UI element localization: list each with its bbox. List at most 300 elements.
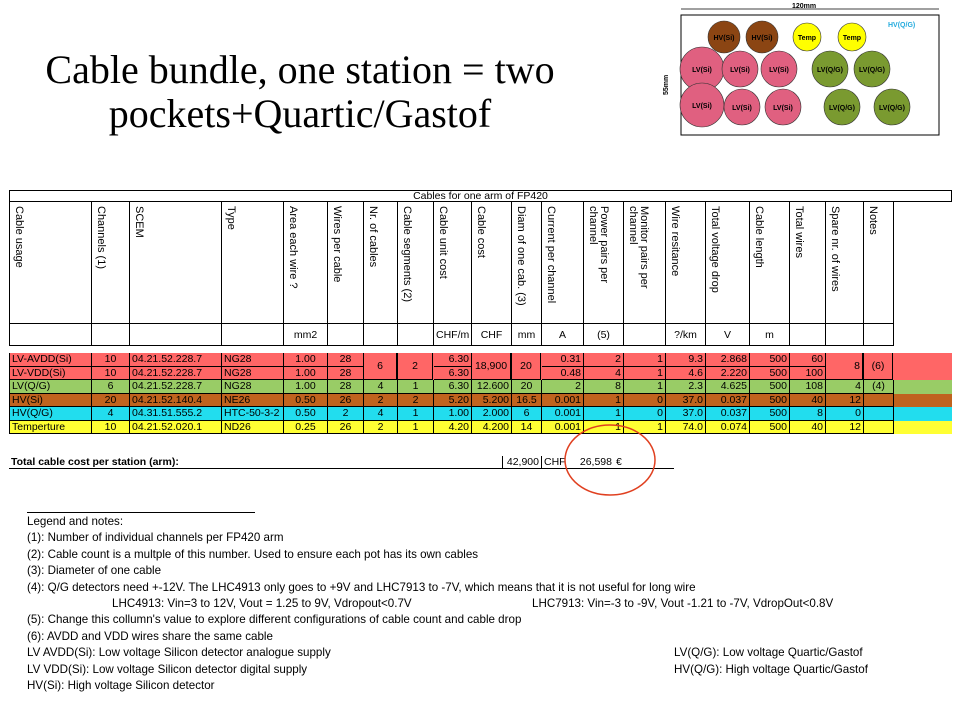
header-label: Cable cost — [475, 206, 487, 258]
header-label: Channels (1) — [95, 206, 107, 269]
cell-value-diam: 6 — [523, 407, 530, 420]
cell-value-drop: 4.625 — [720, 380, 747, 393]
cell-value-cur: 0.001 — [554, 407, 581, 420]
unit-cell — [364, 324, 398, 346]
cell-value-pp: 2 — [615, 353, 621, 366]
header-cell — [790, 202, 826, 324]
table-cell — [826, 421, 864, 435]
cell-value-scem: 04.21.52.228.7 — [132, 366, 203, 379]
cell-value-drop: 0.037 — [720, 407, 747, 420]
cable-circle-label: LV(Si) — [773, 105, 793, 112]
table-cell — [750, 380, 790, 394]
legend-note-3: (3): Diameter of one cable — [27, 564, 162, 578]
cell-value-ch: 4 — [107, 407, 114, 420]
header-label: SCEM — [133, 206, 145, 238]
header-label: Current per channel — [545, 206, 557, 304]
merged-cell — [471, 353, 511, 380]
cell-value-tw: 60 — [811, 353, 823, 366]
cell-value-cur: 0.31 — [560, 353, 581, 366]
table-cell — [864, 407, 894, 421]
legend-def-2-left: LV VDD(Si): Low voltage Silicon detector digital supply — [27, 662, 308, 676]
cell-value-diam: 14 — [520, 420, 533, 433]
table-cell — [826, 407, 864, 421]
cable-circle-label: LV(Si) — [730, 67, 750, 74]
unit-label: CHF/m — [436, 328, 470, 341]
unit-cell — [130, 324, 222, 346]
unit-cell — [750, 324, 790, 346]
header-cell — [826, 202, 864, 324]
legend — [27, 514, 957, 694]
table-cell — [542, 394, 584, 408]
cell-value-scem: 04.31.51.555.2 — [132, 407, 203, 420]
table-cell — [666, 421, 706, 435]
cell-value-ncab: 4 — [377, 380, 384, 393]
table-cell — [222, 380, 284, 394]
table-caption-row — [9, 190, 952, 202]
header-cell — [542, 202, 584, 324]
header-label: Wire resitance — [669, 206, 681, 277]
table-caption: Cables for one arm of FP420 — [413, 191, 548, 201]
unit-label: ?/km — [674, 328, 697, 341]
table-cell — [328, 421, 364, 435]
legend-note-6: (6): AVDD and VDD wires share the same cable — [27, 629, 273, 643]
unit-label: V — [723, 328, 731, 341]
cable-circle-label: Temp — [797, 35, 817, 42]
cell-value-ch: 20 — [104, 393, 117, 406]
cell-value-diam: 16.5 — [516, 393, 537, 406]
header-label: Monitor pairs per channel — [627, 206, 650, 289]
height-label: 55mm — [663, 74, 670, 95]
header-cell — [364, 202, 398, 324]
legend-note-4a: LHC4913: Vin=3 to 12V, Vout = 1.25 to 9V, Vdropout<0.7V — [112, 596, 412, 610]
cell-value-res: 37.0 — [682, 407, 703, 420]
cell-value-usage: Temperture — [12, 420, 66, 433]
legend-note-4: (4): Q/G detectors need +-12V. The LHC4913 only goes to +9V and LHC7913 to -7V, which means that it is not useful for long wire — [27, 580, 696, 594]
merged-cell — [511, 353, 541, 380]
unit-cell — [826, 324, 864, 346]
unit-cell — [222, 324, 284, 346]
cell-value-len: 500 — [769, 380, 787, 393]
cell-value-cost: 5.200 — [482, 393, 509, 406]
table-cell — [434, 394, 472, 408]
cell-value-spare: 12 — [849, 393, 861, 406]
header-cell — [512, 202, 542, 324]
cell-value-cur: 0.48 — [560, 366, 581, 379]
cell-value-type: NG28 — [224, 366, 252, 379]
cable-circle-label: Temp — [842, 35, 862, 42]
cell-value-seg: 2 — [412, 393, 419, 406]
total-row — [9, 456, 952, 469]
cell-value-mp: 0 — [657, 407, 663, 420]
cell-value-usage: HV(Q/G) — [12, 407, 53, 420]
unit-cell — [328, 324, 364, 346]
legend-def-2 — [27, 662, 957, 678]
unit-cell — [284, 324, 328, 346]
unit-cell — [92, 324, 130, 346]
cell-value-seg: 1 — [412, 407, 419, 420]
cell-value-tw: 108 — [805, 380, 823, 393]
cable-circle-label: LV(Si) — [692, 67, 712, 74]
legend-note-4b: LHC7913: Vin=-3 to -9V, Vout -1.21 to -7V, VdropOut<0.8V — [532, 596, 834, 610]
highlight-ellipse — [560, 420, 660, 500]
table-cell — [398, 421, 434, 435]
legend-heading: Legend and notes: — [27, 515, 124, 528]
cell-value-usage: LV-VDD(Si) — [12, 366, 66, 379]
table-cell — [666, 380, 706, 394]
cable-circle-label: LV(Q/G) — [829, 105, 855, 112]
cell-value-type: NG28 — [224, 353, 252, 366]
table-header-row — [9, 202, 952, 324]
table-cell — [584, 380, 624, 394]
cell-value-drop: 2.220 — [720, 366, 747, 379]
legend-note-5: (5): Change this collumn's value to explore different configurations of cable count and cable drop — [27, 613, 522, 627]
cell-value-len: 500 — [769, 407, 787, 420]
table-cell — [706, 394, 750, 408]
cell-value-cost: 4.200 — [482, 420, 509, 433]
table-cell — [790, 407, 826, 421]
table-cell — [864, 394, 894, 408]
cell-value-ucost: 4.20 — [448, 420, 469, 433]
cell-value-wires: 28 — [339, 380, 352, 393]
cell-value-tw: 40 — [811, 393, 823, 406]
cell-value-drop: 0.037 — [720, 393, 747, 406]
cell-value-scem: 04.21.52.140.4 — [132, 393, 203, 406]
table-cell — [826, 394, 864, 408]
table-units-row — [9, 324, 952, 346]
header-cell — [222, 202, 284, 324]
cell-value-area: 0.25 — [295, 420, 316, 433]
cell-value-wires: 2 — [342, 407, 349, 420]
cell-value-cur: 0.001 — [554, 420, 581, 433]
cell-value-pp: 8 — [615, 380, 621, 393]
unit-cell — [584, 324, 624, 346]
table-cell — [130, 380, 222, 394]
cell-value-seg: 1 — [412, 420, 419, 433]
unit-cell — [624, 324, 666, 346]
table-cell — [284, 380, 328, 394]
table-cell — [472, 421, 512, 435]
unit-cell — [542, 324, 584, 346]
table-cell — [222, 394, 284, 408]
cell-value-res: 37.0 — [682, 393, 703, 406]
table-cell — [328, 394, 364, 408]
table-cell — [750, 421, 790, 435]
table-cell — [92, 394, 130, 408]
page-title: Cable bundle, one station = two pockets+Quartic/Gastof — [45, 47, 555, 136]
header-label: Total voltage drop — [709, 206, 721, 293]
unit-cell — [512, 324, 542, 346]
header-label: Cable usage — [13, 206, 25, 268]
merged-value-cost: 18,900 — [474, 360, 508, 372]
cell-value-area: 1.00 — [295, 380, 316, 393]
table-cell — [284, 407, 328, 421]
cell-value-len: 500 — [769, 393, 787, 406]
table-cell — [364, 407, 398, 421]
total-eur-value: 26,598 — [579, 456, 612, 468]
cell-value-ncab: 2 — [377, 393, 384, 406]
unit-label: A — [558, 328, 566, 341]
cell-value-notes: (4) — [872, 380, 885, 393]
cell-value-ucost: 6.30 — [448, 380, 469, 393]
header-cell — [92, 202, 130, 324]
table-cell — [624, 394, 666, 408]
table-cell — [512, 421, 542, 435]
header-label: Area each wire ? — [287, 206, 299, 289]
cell-value-usage: LV-AVDD(Si) — [12, 353, 72, 366]
unit-cell — [10, 324, 92, 346]
table-row — [9, 407, 952, 421]
cell-value-spare: 4 — [855, 380, 861, 393]
cell-value-res: 2.3 — [688, 380, 703, 393]
table-row — [9, 421, 952, 435]
table-cell — [666, 394, 706, 408]
unit-cell — [666, 324, 706, 346]
legend-def-1 — [27, 645, 957, 661]
header-label: Cable length — [753, 206, 765, 268]
header-cell — [130, 202, 222, 324]
cell-value-drop: 0.074 — [720, 420, 747, 433]
cell-value-ucost: 6.30 — [448, 366, 469, 379]
cell-value-wires: 26 — [339, 420, 352, 433]
table-cell — [10, 421, 92, 435]
header-label: Power pairs per channel — [587, 206, 610, 284]
cell-value-len: 500 — [769, 353, 787, 366]
header-cell — [10, 202, 92, 324]
unit-label: CHF — [480, 328, 503, 341]
cell-value-ucost: 6.30 — [448, 353, 469, 366]
total-label: Total cable cost per station (arm): — [11, 456, 179, 468]
header-label: Diam of one cab. (3) — [515, 206, 527, 306]
table-row — [9, 394, 952, 408]
unit-cell — [864, 324, 894, 346]
legend-def-1-right: LV(Q/G): Low voltage Quartic/Gastof — [674, 646, 863, 660]
table-cell — [434, 407, 472, 421]
cable-circle-label: LV(Q/G) — [817, 67, 843, 74]
unit-cell — [472, 324, 512, 346]
cell-value-wires: 26 — [339, 393, 352, 406]
header-label: Type — [225, 206, 237, 230]
cell-value-usage: LV(Q/G) — [12, 380, 51, 393]
unit-cell — [398, 324, 434, 346]
table-cell — [222, 407, 284, 421]
table-row — [9, 380, 952, 394]
merged-cell — [825, 353, 863, 380]
header-label: Cable unit cost — [437, 206, 449, 279]
unit-label: mm — [517, 328, 536, 341]
table-cell — [130, 394, 222, 408]
table-cell — [512, 407, 542, 421]
cell-value-ncab: 2 — [377, 420, 384, 433]
table-cell — [284, 394, 328, 408]
table-cell — [398, 380, 434, 394]
cell-value-spare: 0 — [855, 407, 861, 420]
cell-value-tw: 8 — [817, 407, 823, 420]
table-cell — [222, 421, 284, 435]
merged-value-notes: (6) — [871, 360, 885, 372]
cell-value-seg: 1 — [412, 380, 419, 393]
cell-value-mp: 1 — [657, 353, 663, 366]
cell-value-ch: 10 — [104, 366, 117, 379]
cell-value-diam: 20 — [520, 380, 533, 393]
cell-value-ucost: 1.00 — [448, 407, 469, 420]
table-cell — [130, 407, 222, 421]
table-cell — [398, 407, 434, 421]
header-cell — [472, 202, 512, 324]
table-cell — [790, 380, 826, 394]
table-cell — [364, 421, 398, 435]
cell-value-mp: 1 — [657, 420, 663, 433]
total-chf-unit: CHF — [544, 456, 566, 468]
cell-value-cost: 2.000 — [482, 407, 509, 420]
table-cell — [512, 394, 542, 408]
cell-value-pp: 1 — [615, 393, 621, 406]
unit-label: m — [765, 328, 774, 341]
table-cell — [864, 421, 894, 435]
table-cell — [92, 380, 130, 394]
cell-value-ch: 10 — [104, 420, 117, 433]
table-cell — [398, 394, 434, 408]
cell-value-res: 9.3 — [688, 353, 703, 366]
table-cell — [92, 421, 130, 435]
cable-circle-label: LV(Si) — [732, 105, 752, 112]
total-chf-value: 42,900 — [506, 456, 539, 468]
legend-note-2: (2): Cable count is a multple of this number. Used to ensure each pot has its own cables — [27, 547, 479, 561]
table-cell — [328, 380, 364, 394]
unit-cell — [434, 324, 472, 346]
table-cell — [584, 394, 624, 408]
merged-cell — [363, 353, 397, 380]
width-label: 120mm — [792, 3, 817, 10]
cell-value-pp: 1 — [615, 407, 621, 420]
table-cell — [364, 394, 398, 408]
table-cell — [434, 380, 472, 394]
cell-value-area: 0.50 — [295, 393, 316, 406]
table-cell — [328, 407, 364, 421]
table-cell — [706, 421, 750, 435]
unit-label: (5) — [597, 328, 610, 341]
legend-note-1: (1): Number of individual channels per FP420 arm — [27, 531, 284, 545]
cable-circle-label: LV(Si) — [692, 103, 712, 110]
cell-value-ncab: 4 — [377, 407, 384, 420]
hvqg-label: HV(Q/G) — [888, 22, 916, 29]
cell-value-cur: 0.001 — [554, 393, 581, 406]
cell-value-wires: 28 — [339, 366, 352, 379]
table-cell — [364, 380, 398, 394]
cell-value-scem: 04.21.52.228.7 — [132, 353, 203, 366]
header-cell — [284, 202, 328, 324]
cell-value-area: 1.00 — [295, 366, 316, 379]
table-cell — [10, 407, 92, 421]
cell-value-area: 0.50 — [295, 407, 316, 420]
table-cell — [790, 421, 826, 435]
header-cell — [706, 202, 750, 324]
cell-value-type: HTC-50-3-2 — [224, 407, 280, 420]
table-cell — [512, 380, 542, 394]
table-cell — [472, 380, 512, 394]
cable-circle-label: LV(Q/G) — [879, 105, 905, 112]
header-label: Wires per cable — [331, 206, 343, 283]
table-cell — [130, 421, 222, 435]
header-cell — [584, 202, 624, 324]
header-label: Total wires — [793, 206, 805, 258]
cell-value-drop: 2.868 — [720, 353, 747, 366]
legend-note-4-specs — [27, 596, 957, 612]
cell-value-ch: 6 — [107, 380, 114, 393]
table-cell — [864, 380, 894, 394]
cable-bundle-diagram — [662, 0, 960, 138]
cable-circle-label: LV(Si) — [769, 67, 789, 74]
cell-value-tw: 40 — [811, 420, 823, 433]
legend-def-2-right: HV(Q/G): High voltage Quartic/Gastof — [674, 662, 868, 676]
cell-value-type: ND26 — [224, 420, 251, 433]
legend-rule — [27, 512, 255, 513]
cell-value-type: NG28 — [224, 380, 252, 393]
header-label: Notes — [867, 206, 879, 235]
table-cell — [542, 407, 584, 421]
table-cell — [624, 380, 666, 394]
cell-value-usage: HV(Si) — [12, 393, 43, 406]
table-cell — [472, 407, 512, 421]
cell-value-pp: 4 — [615, 366, 621, 379]
cell-value-type: NE26 — [224, 393, 251, 406]
cell-value-len: 500 — [769, 366, 787, 379]
table-cell — [624, 407, 666, 421]
table-cell — [666, 407, 706, 421]
table-cell — [434, 421, 472, 435]
header-label: Nr. of cables — [367, 206, 379, 268]
cell-value-scem: 04.21.52.228.7 — [132, 380, 203, 393]
cell-value-area: 1.00 — [295, 353, 316, 366]
merged-cells — [9, 353, 952, 380]
unit-cell — [706, 324, 750, 346]
table-cell — [92, 407, 130, 421]
total-eur-unit: € — [616, 456, 622, 468]
cell-value-wires: 28 — [339, 353, 352, 366]
table-cell — [542, 380, 584, 394]
table-cell — [284, 421, 328, 435]
cell-value-mp: 1 — [657, 366, 663, 379]
cell-value-res: 74.0 — [682, 420, 703, 433]
cable-circle-label: LV(Q/G) — [859, 67, 885, 74]
header-cell — [864, 202, 894, 324]
table-cell — [790, 394, 826, 408]
table-cell — [826, 380, 864, 394]
merged-cell — [863, 353, 893, 380]
cell-value-len: 500 — [769, 420, 787, 433]
header-cell — [434, 202, 472, 324]
table-cell — [706, 380, 750, 394]
table-cell — [584, 407, 624, 421]
merged-value-ncab: 6 — [377, 360, 383, 372]
header-cell — [666, 202, 706, 324]
merged-value-seg: 2 — [412, 360, 418, 372]
table-cell — [10, 380, 92, 394]
cell-value-mp: 0 — [657, 393, 663, 406]
unit-label: mm2 — [293, 328, 318, 341]
cell-value-scem: 04.21.52.020.1 — [132, 420, 203, 433]
merged-value-spare: 8 — [854, 360, 860, 372]
table-cell — [706, 407, 750, 421]
merged-cell — [397, 353, 433, 380]
header-cell — [750, 202, 790, 324]
merged-value-diam: 20 — [520, 360, 532, 372]
header-label: Cable segments (2) — [401, 206, 413, 302]
table-cell — [472, 394, 512, 408]
header-cell — [328, 202, 364, 324]
legend-def-3: HV(Si): High voltage Silicon detector — [27, 678, 215, 692]
table-cell — [10, 394, 92, 408]
table-cell — [750, 394, 790, 408]
